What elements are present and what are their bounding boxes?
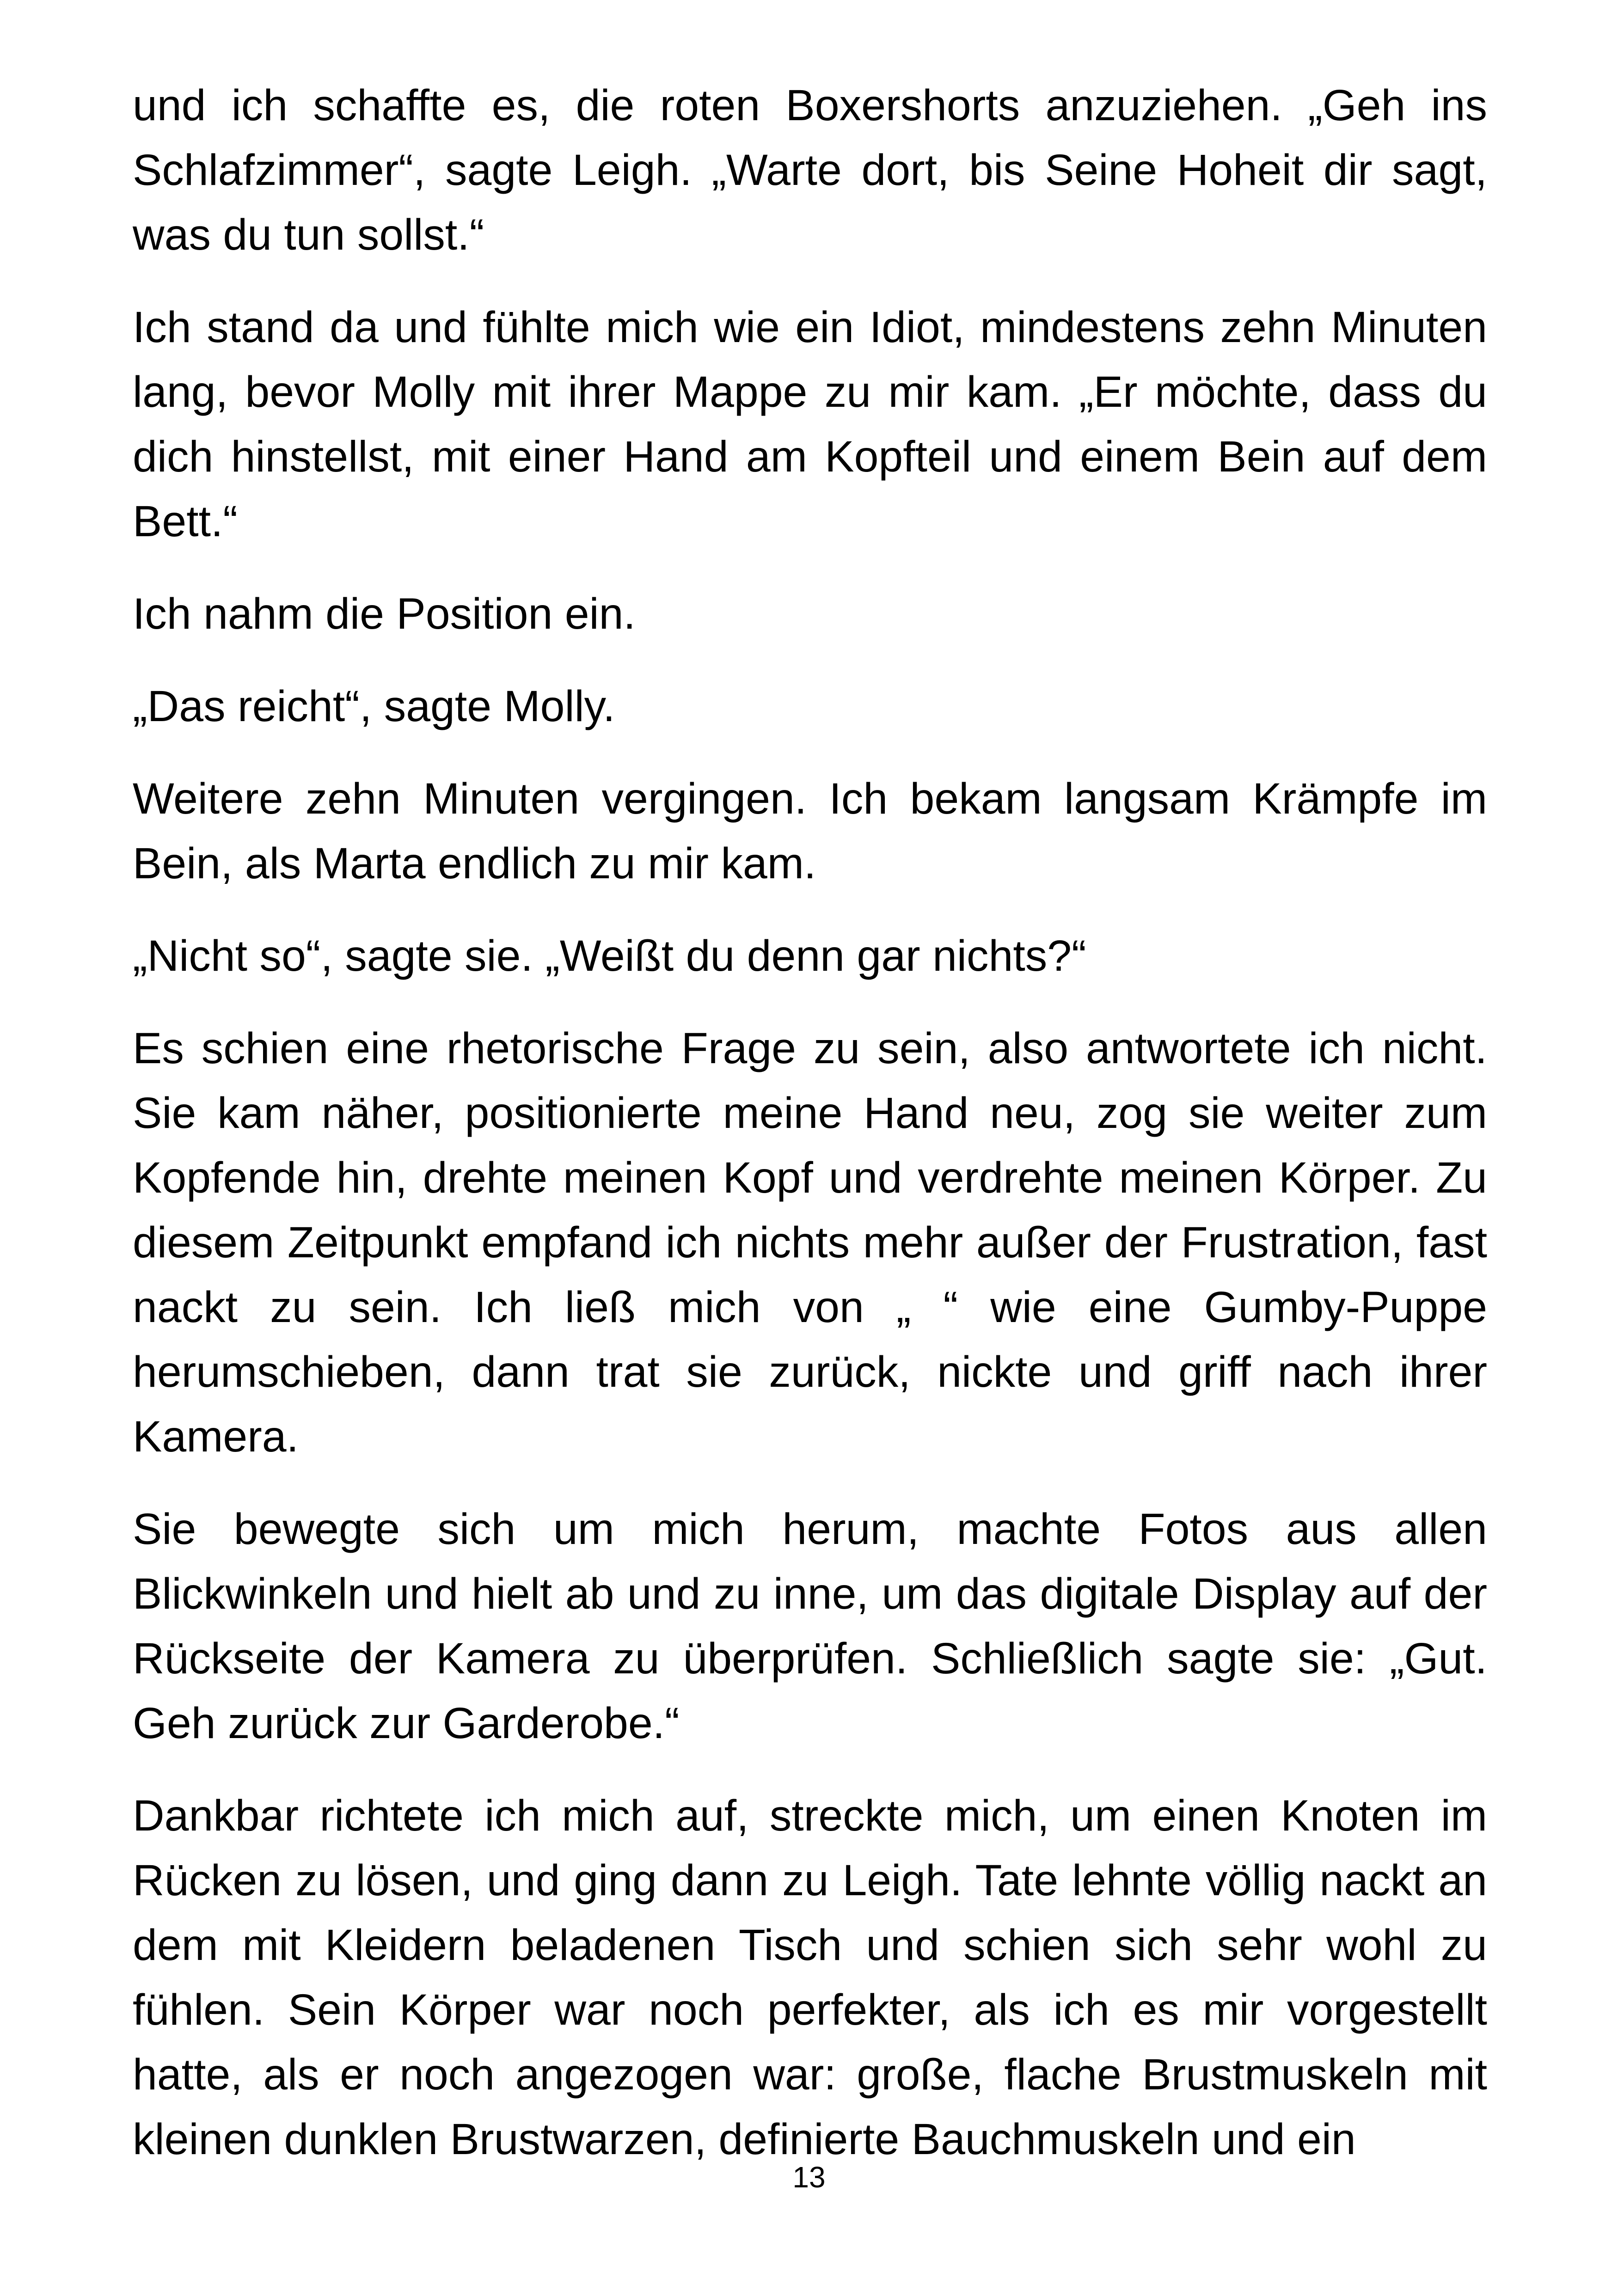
paragraph-2: Ich stand da und fühlte mich wie ein Idiot, mindestens zehn Minuten lang, bevor Molly mit ihrer Mappe zu mir kam. „Er möchte, dass du dich hinstellst, mit einer Hand am Kopfteil und einem Bein auf dem Bett.“ [133, 303, 1487, 546]
paragraph-6: „Nicht so“, sagte sie. „Weißt du denn gar nichts?“ [133, 931, 1086, 980]
body-text [133, 73, 1487, 2172]
paragraph-4: „Das reicht“, sagte Molly. [133, 682, 615, 731]
paragraph-5: Weitere zehn Minuten vergingen. Ich bekam langsam Krämpfe im Bein, als Marta endlich zu mir kam. [133, 774, 1487, 888]
paragraph-3: Ich nahm die Position ein. [133, 589, 636, 638]
paragraph-8: Sie bewegte sich um mich herum, machte Fotos aus allen Blickwinkeln und hielt ab und zu inne, um das digitale Display auf der Rückseite der Kamera zu überprüfen. Schließlich sagte sie: „Gut. Geh zurück zur Garderobe.“ [133, 1505, 1487, 1748]
paragraph-9: Dankbar richtete ich mich auf, streckte mich, um einen Knoten im Rücken zu lösen, und ging dann zu Leigh. Tate lehnte völlig nackt an dem mit Kleidern beladenen Tisch und schien sich sehr wohl zu fühlen. Sein Körper war noch perfekter, als ich es mir vorgestellt hatte, als er noch angezogen war: große, flache Brustmuskeln mit kleinen dunklen Brustwarzen, definierte Bauchmuskeln und ein [133, 1791, 1487, 2164]
page-number: 13 [792, 2161, 826, 2194]
paragraph-1: und ich schaffte es, die roten Boxershorts anzuziehen. „Geh ins Schlafzimmer“, sagte Leigh. „Warte dort, bis Seine Hoheit dir sagt, was du tun sollst.“ [133, 81, 1487, 259]
paragraph-7: Es schien eine rhetorische Frage zu sein, also antwortete ich nicht. Sie kam näher, positionierte meine Hand neu, zog sie weiter zum Kopfende hin, drehte meinen Kopf und verdrehte meinen Körper. Zu diesem Zeitpunkt empfand ich nichts mehr außer der Frustration, fast nackt zu sein. Ich ließ mich von „ “ wie eine Gumby-Puppe herumschieben, dann trat sie zurück, nickte und griff nach ihrer Kamera. [133, 1024, 1487, 1461]
